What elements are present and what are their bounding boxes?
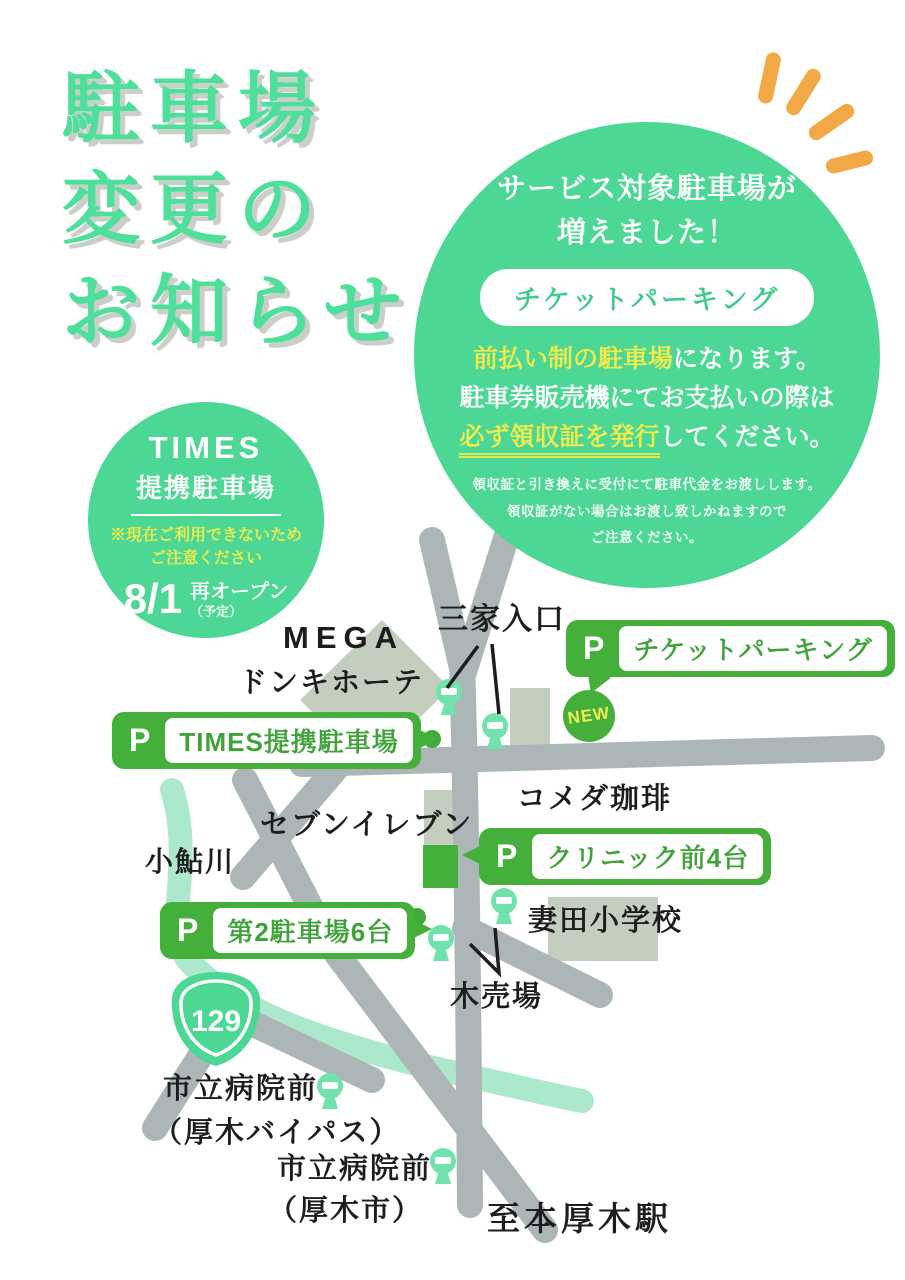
reopen-text: 再オープン [190, 580, 289, 603]
highlight-prepaid: 前払い制の駐車場 [472, 345, 673, 373]
signal-icon [317, 1073, 343, 1109]
announcement-heading-line2: 増えました！ [556, 216, 737, 249]
title-line-3: お知らせ [62, 266, 412, 355]
label-seven-eleven: セブンイレブン [260, 809, 474, 841]
announcement-body-line1 [414, 340, 880, 379]
signal-icon [482, 713, 508, 749]
new-badge: NEW [560, 687, 619, 746]
announcement-notes [414, 472, 880, 551]
announcement-body-line2: 駐車券販売機にてお支払いの際は [459, 383, 835, 412]
highlight-receipt: 必ず領収証を発行 [459, 423, 659, 458]
building-near-ticket [510, 688, 550, 748]
label-hospital-bypass-1: 市立病院前 [163, 1073, 319, 1105]
times-title: TIMES [148, 430, 264, 465]
note-line1: 領収証と引き換えに受付にて駐車代金をお渡しします。 [472, 477, 822, 493]
times-reopen-row [88, 575, 324, 623]
route-badge-number: 129 [190, 1005, 242, 1038]
pointer-sanke-right [492, 644, 499, 714]
note-line2: 領収証がない場合はお渡し致しかねますので [507, 503, 787, 519]
times-circle [88, 402, 324, 638]
title-line-1: 駐車場 [62, 64, 327, 152]
announcement-circle [414, 122, 880, 588]
label-hospital-city-2: （厚木市） [268, 1195, 424, 1227]
announcement-heading-line1: サービス対象駐車場が [496, 173, 797, 205]
parking-sign-ticket [566, 620, 895, 677]
parking-sign-clinic [479, 828, 771, 885]
times-warning-line1: ※現在ご利用できないため [109, 527, 302, 544]
times-warning-line2: ご注意ください [149, 550, 262, 568]
reopen-date: 8/1 [123, 575, 183, 623]
label-sanke-iriguchi: 三家入口 [438, 603, 566, 636]
parking-p-icon: P [583, 630, 605, 667]
signal-icon [430, 1148, 456, 1184]
announcement-body-line3 [414, 418, 880, 457]
clinic-building-marker [423, 845, 458, 888]
sign-tail-icon [416, 728, 438, 750]
route-129-badge [172, 972, 260, 1066]
ticket-parking-pill: チケットパーキング [480, 269, 814, 326]
page-title [62, 58, 412, 362]
label-mega: MEGA [283, 620, 404, 655]
note-line3: ご注意ください。 [591, 529, 703, 545]
parking-sign-dai2 [160, 902, 415, 959]
signal-icon [491, 888, 517, 924]
sign-tail-icon [462, 844, 484, 866]
announcement-heading [414, 168, 880, 255]
parking-sign-label: 第2駐車場6台 [213, 908, 407, 953]
body3-rest: してください。 [659, 422, 835, 451]
parking-sign-label: TIMES提携駐車場 [165, 718, 412, 763]
parking-p-icon: P [177, 912, 199, 949]
parking-sign-label: チケットパーキング [619, 626, 886, 671]
times-subtitle: 提携駐車場 [135, 473, 276, 503]
label-hospital-city-1: 市立病院前 [277, 1153, 433, 1185]
sign-tail-icon [410, 918, 432, 940]
times-divider [131, 514, 281, 516]
reopen-planned: （予定） [190, 603, 243, 619]
title-line-2: 変更の [62, 165, 327, 254]
body1-rest: になります。 [673, 345, 822, 373]
label-donki: ドンキホーテ [238, 667, 425, 699]
reopen-label [190, 580, 288, 620]
label-honatsugi-station: 至本厚木駅 [487, 1200, 672, 1237]
times-warning [88, 524, 324, 570]
label-komeda-coffee: コメダ珈琲 [517, 783, 673, 815]
parking-sign-times [112, 712, 421, 769]
label-tsumada-school: 妻田小学校 [528, 905, 684, 937]
announcement-body [414, 340, 880, 456]
parking-sign-label: クリニック前4台 [532, 834, 763, 879]
label-koayu-river: 小鮎川 [145, 846, 236, 877]
label-hospital-bypass-2: （厚木バイパス） [153, 1117, 401, 1149]
label-kiuriba: 木売場 [450, 981, 544, 1013]
parking-p-icon: P [496, 838, 518, 875]
parking-p-icon: P [129, 722, 151, 759]
